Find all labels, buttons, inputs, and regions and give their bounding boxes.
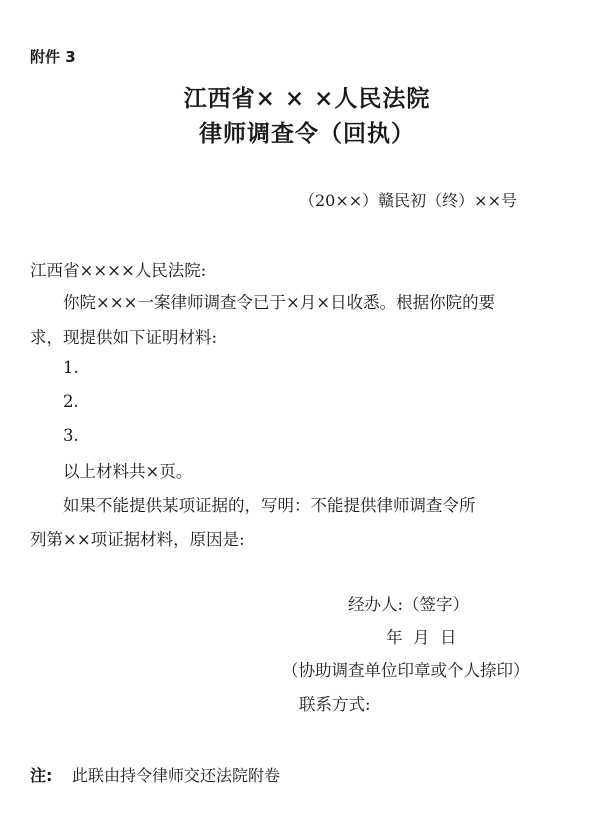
document-title-line2: 律师调查令（回执） <box>199 120 415 147</box>
list-item: 2. <box>63 392 79 411</box>
list-item: 3. <box>63 426 79 445</box>
document-title-line1: 江西省× × ×人民法院 <box>183 85 431 112</box>
seal-instruction: （协助调查单位印章或个人捺印） <box>282 661 530 680</box>
paragraph-1-line-2: 求，现提供如下证明材料: <box>30 328 218 347</box>
handler-signature: 经办人:（签字） <box>348 595 470 614</box>
materials-total: 以上材料共×页。 <box>63 462 193 481</box>
note-label: 注: <box>30 766 53 785</box>
attachment-label: 附件 3 <box>30 48 76 66</box>
paragraph-1-line-1: 你院×××一案律师调查令已于×月×日收悉。根据你院的要 <box>63 293 496 312</box>
contact-info: 联系方式: <box>299 695 371 714</box>
paragraph-2-line-1: 如果不能提供某项证据的，写明：不能提供律师调查令所 <box>63 496 476 515</box>
note-text: 此联由持令律师交还法院附卷 <box>72 766 281 785</box>
case-number: （20××）赣民初（终）××号 <box>299 191 517 210</box>
paragraph-2-line-2: 列第××项证据材料，原因是: <box>30 530 245 549</box>
addressee: 江西省××××人民法院: <box>30 261 207 280</box>
list-item: 1. <box>63 358 79 377</box>
signature-date: 年 月 日 <box>386 628 457 647</box>
